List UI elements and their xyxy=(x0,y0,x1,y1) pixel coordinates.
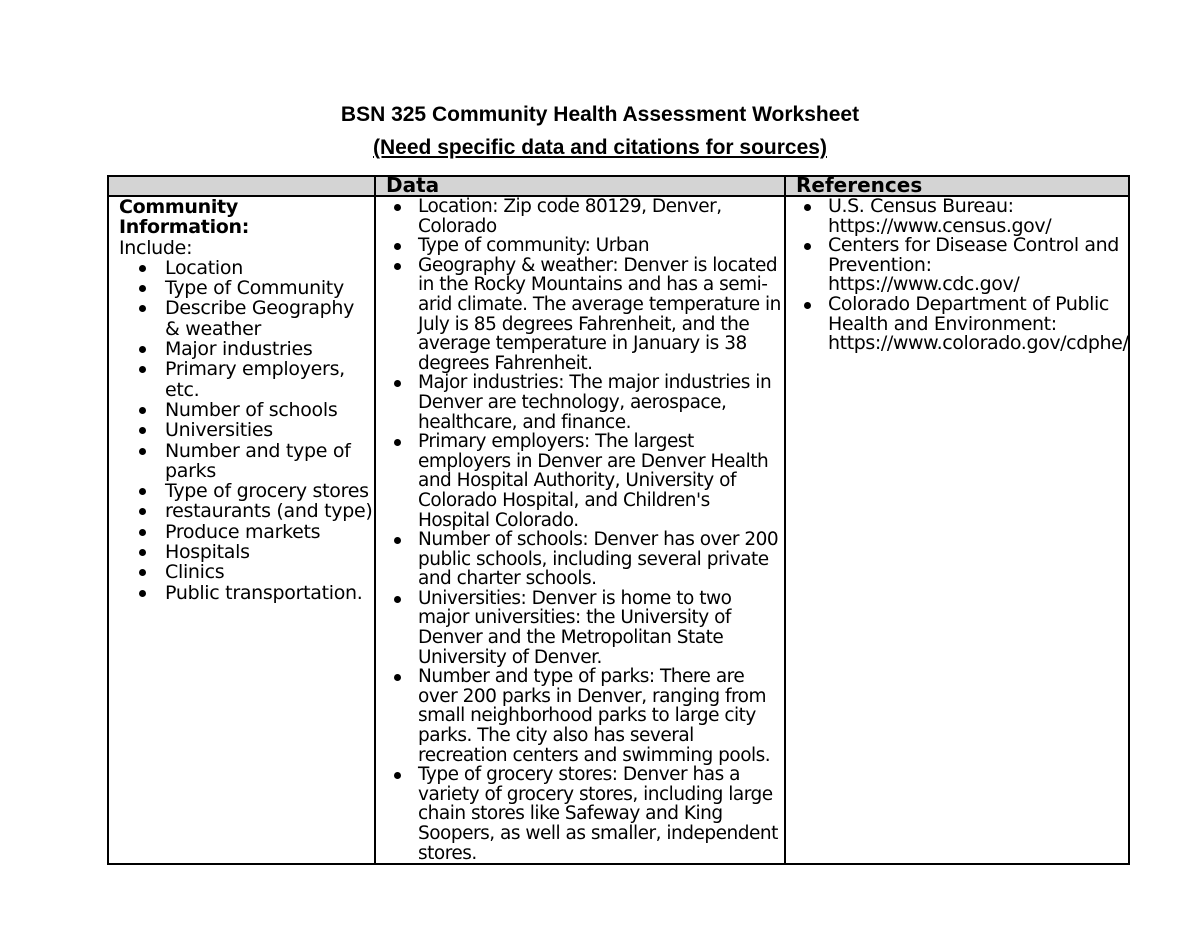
references-cell xyxy=(785,196,1129,864)
list-item: Location: Zip code 80129, Denver, Colorado xyxy=(418,197,784,236)
community-items-list xyxy=(119,258,374,603)
list-item: U.S. Census Bureau: https://www.census.gov/ xyxy=(828,197,1128,236)
data-cell xyxy=(375,196,785,864)
list-item: Primary employers, etc. xyxy=(165,359,374,400)
table-row xyxy=(108,196,1129,864)
list-item: Major industries xyxy=(165,339,374,359)
list-item: Hospitals xyxy=(165,542,374,562)
list-item: Universities xyxy=(165,420,374,440)
list-item: Number and type of parks xyxy=(165,441,374,482)
list-item: Centers for Disease Control and Prevention: https://www.cdc.gov/ xyxy=(828,236,1128,295)
community-info-heading: Community Information: xyxy=(119,196,250,239)
list-item: Number and type of parks: There are over 200 parks in Denver, ranging from small neighborhood parks to large city parks. The city also has several recreation centers and swimming pools. xyxy=(418,667,784,765)
list-item: Colorado Department of Public Health and Environment: https://www.colorado.gov/cdphe/ xyxy=(828,292,1129,355)
community-info-cell xyxy=(108,196,375,864)
list-item: Type of grocery stores xyxy=(165,481,374,501)
document-title: BSN 325 Community Health Assessment Worksheet xyxy=(340,103,860,126)
list-item: Public transportation. xyxy=(165,583,374,603)
list-item: Produce markets xyxy=(165,522,374,542)
data-list xyxy=(386,197,784,863)
list-item: Primary employers: The largest employers in Denver are Denver Health and Hospital Authority, University of Colorado Hospital, and Children's Hospital Colorado. xyxy=(418,432,784,530)
list-item: Type of Community xyxy=(165,278,374,298)
list-item: Location xyxy=(165,258,374,278)
worksheet-table xyxy=(107,175,1130,865)
header-empty xyxy=(108,176,375,196)
list-item: Number of schools xyxy=(165,400,374,420)
table-header-row xyxy=(108,176,1129,196)
header-data: Data xyxy=(375,176,785,196)
list-item: Universities: Denver is home to two major universities: the University of Denver and the Metropolitan State University of Denver. xyxy=(418,589,784,667)
header-references: References xyxy=(785,176,1129,196)
include-label: Include: xyxy=(119,236,193,259)
list-item: Geography & weather: Denver is located in the Rocky Mountains and has a semi-arid climate. The average temperature in July is 85 degrees Fahrenheit, and the average temperature in January is 38 degrees Fahrenheit. xyxy=(418,256,784,374)
document-subtitle: (Need specific data and citations for sources) xyxy=(373,136,827,159)
list-item: Number of schools: Denver has over 200 public schools, including several private and charter schools. xyxy=(418,530,784,589)
list-item: Describe Geography & weather xyxy=(165,298,374,339)
references-list xyxy=(796,197,1128,354)
list-item: Type of community: Urban xyxy=(418,236,784,256)
list-item: Major industries: The major industries in Denver are technology, aerospace, healthcare, and finance. xyxy=(418,373,784,432)
list-item: restaurants (and type) xyxy=(165,500,373,523)
list-item: Type of grocery stores: Denver has a variety of grocery stores, including large chain stores like Safeway and King Soopers, as well as smaller, independent stores. xyxy=(418,765,784,863)
list-item: Clinics xyxy=(165,562,374,582)
